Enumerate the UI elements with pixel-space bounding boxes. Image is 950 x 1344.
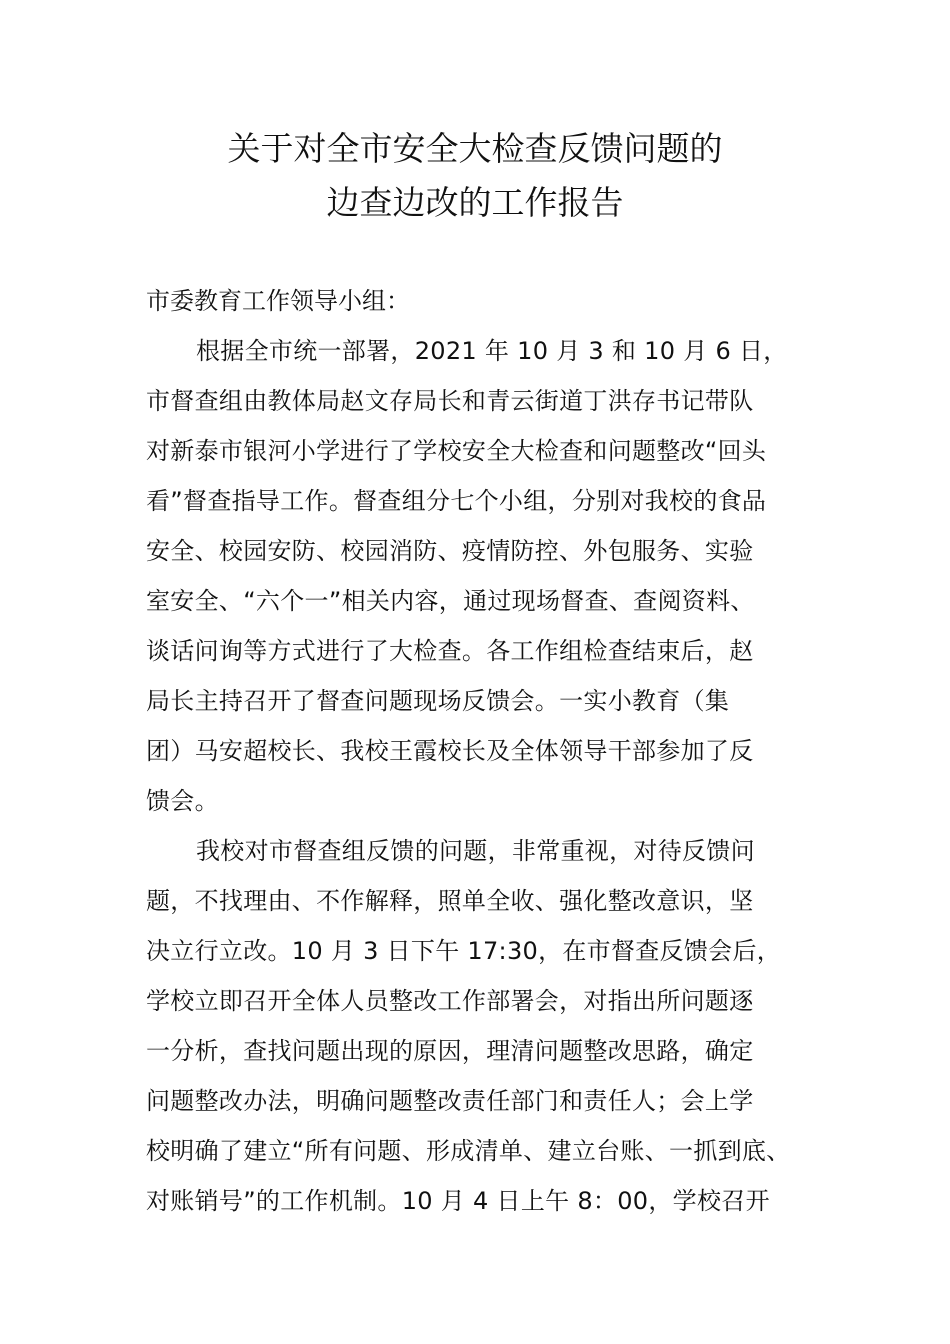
paragraph-line: 馈会。	[146, 787, 219, 815]
paragraph-line: 市督查组由教体局赵文存局长和青云街道丁洪存书记带队	[146, 387, 754, 415]
paragraph-line: 局长主持召开了督查问题现场反馈会。一实小教育（集	[146, 687, 730, 715]
paragraph-line: 安全、校园安防、校园消防、疫情防控、外包服务、实验	[146, 537, 754, 565]
paragraph-line: 我校对市督查组反馈的问题，非常重视，对待反馈问	[196, 837, 755, 865]
paragraph-line: 题，不找理由、不作解释，照单全收、强化整改意识，坚	[146, 887, 754, 915]
title-line-2: 边查边改的工作报告	[326, 183, 624, 222]
paragraph-line: 室安全、“六个一”相关内容，通过现场督查、查阅资料、	[146, 587, 755, 615]
paragraph-line: 团）马安超校长、我校王霞校长及全体领导干部参加了反	[146, 737, 754, 765]
paragraph-line: 谈话问询等方式进行了大检查。各工作组检查结束后，赵	[146, 637, 754, 665]
paragraph-line: 问题整改办法，明确问题整改责任部门和责任人；会上学	[146, 1087, 754, 1115]
paragraph-line: 对新泰市银河小学进行了学校安全大检查和问题整改“回头	[146, 437, 767, 465]
paragraph-line: 学校立即召开全体人员整改工作部署会，对指出所问题逐	[146, 987, 754, 1015]
title-line-1: 关于对全市安全大检查反馈问题的	[227, 129, 723, 168]
paragraph-2	[146, 826, 806, 1226]
paragraph-line: 一分析，查找问题出现的原因，理清问题整改思路，确定	[146, 1037, 754, 1065]
paragraph-line: 决立行立改。10 月 3 日下午 17:30，在市督查反馈会后，	[146, 937, 782, 965]
salutation: 市委教育工作领导小组：	[146, 287, 410, 315]
paragraph-line: 对账销号”的工作机制。10 月 4 日上午 8：00，学校召开	[146, 1187, 770, 1215]
paragraph-line: 根据全市统一部署，2021 年 10 月 3 和 10 月 6 日，	[196, 337, 788, 365]
paragraph-1	[146, 326, 806, 826]
document-title	[0, 122, 950, 230]
paragraph-line: 看”督查指导工作。督查组分七个小组，分别对我校的食品	[146, 487, 767, 515]
document-body	[146, 326, 806, 1226]
paragraph-line: 校明确了建立“所有问题、形成清单、建立台账、一抓到底、	[146, 1137, 791, 1165]
